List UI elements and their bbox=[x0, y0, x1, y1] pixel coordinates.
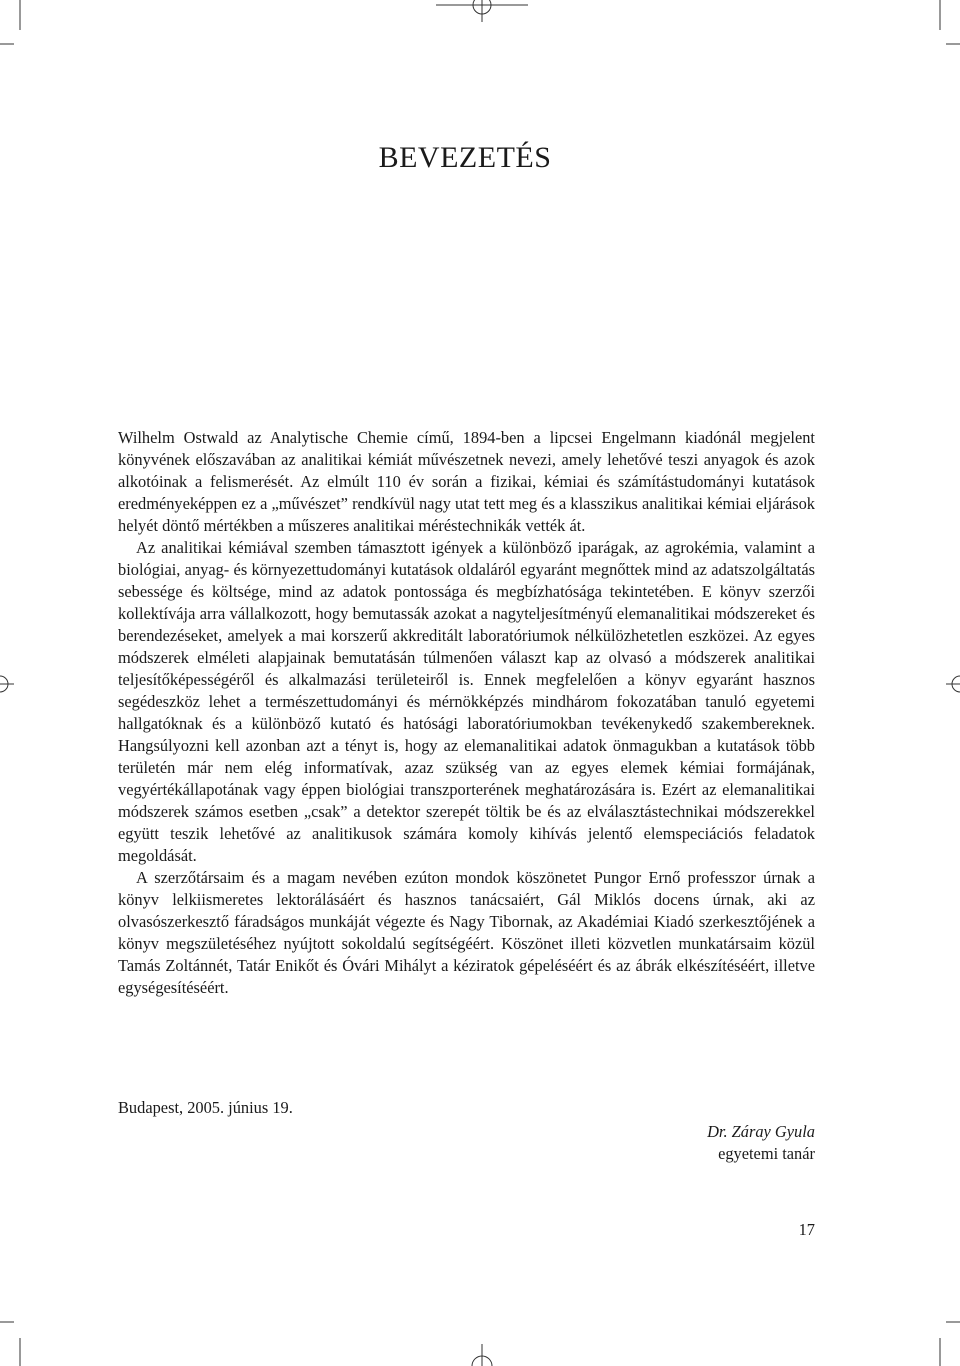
signature-block bbox=[600, 1121, 815, 1165]
paragraph-3: A szerzőtársaim és a magam nevében ezúton mondok köszönetet Pungor Ernő professzor úrnak a könyv lelkiismeretes lektorálásáért és hasznos tanácsaiért, Gál Miklós docens úrnak, aki az olvasószerkesztő fáradságos munkáját végezte és Nagy Tibornak, az Akadémiai Kiadó szerkesztőjének a könyv megszületéséhez nyújtott sokoldalú segítségéért. Köszönet illeti közvetlen munkatársaim közül Tamás Zoltánnét, Tatár Enikőt és Óvári Mihályt a kéziratok gépeléséért és az ábrák elkészítéséért, illetve egységesítéséért. bbox=[118, 868, 815, 997]
body-text bbox=[118, 427, 815, 999]
page-number: 17 bbox=[798, 1220, 815, 1239]
paragraph-2: Az analitikai kémiával szemben támasztott igények a különböző iparágak, az agrokémia, valamint a biológiai, anyag- és környezettudományi kutatások oldaláról egyaránt megnőttek mind az adatszolgáltatás sebessége és költsége, mind az adatok pontossága és megbízhatósága tekintetében. E könyv szerzői kollektívája arra vállalkozott, hogy bemutassák azokat a nagyteljesítményű elemanalitikai módszereket és berendezéseket, amelyek a mai korszerű akkreditált laboratóriumok nélkülözhetetlen eszközei. Az egyes módszerek elméleti alapjainak bemutatásán túlmenően választ kap az olvasó a módszerek analitikai teljesítőképességéről és alkalmazási területeiről is. Ennek megfelelően a könyv egyaránt hasznos segédeszköz lehet a természettudományi és mérnökképzés mindhárom fokozatában tanuló egyetemi hallgatóknak és a különböző kutató és hatósági laboratóriumokban tevékenykedő szakembereknek. Hangsúlyozni kell azonban azt a tényt is, hogy az elemanalitikai adatok önmagukban a kutatások több területén már nem elég informatívak, azaz szükség van az egyes elemek kémiai formájának, vegyértékállapotának vagy éppen biológiai transzporterének meghatározására is. Ezért az elemanalitikai módszerek számos esetben „csak” a detektor szerepét töltik be és az elválasztástechnikai módszerekkel együtt teszik lehetővé az analitikusok számára komoly kihívás jelentő elemspeciációs feladatok megoldását. bbox=[118, 538, 815, 865]
signature-role: egyetemi tanár bbox=[718, 1144, 815, 1163]
chapter-title: BEVEZETÉS bbox=[378, 141, 552, 174]
signature-name: Dr. Záray Gyula bbox=[707, 1122, 815, 1141]
dateline: Budapest, 2005. június 19. bbox=[118, 1098, 293, 1117]
paragraph-1: Wilhelm Ostwald az Analytische Chemie című, 1894-ben a lipcsei Engelmann kiadónál megjelent könyvének előszavában az analitikai kémiát művészetnek nevezi, amely lehetővé teszi anyagok és azok alkotóinak a felismerését. Az elmúlt 110 év során a fizikai, kémiai és számítástudományi kutatások eredményeképpen ez a „művészet” rendkívül nagy utat tett meg és a klasszikus analitikai kémiai eljárások helyét döntő mértékben a műszeres analitikai méréstechnikák vették át. bbox=[118, 428, 815, 535]
